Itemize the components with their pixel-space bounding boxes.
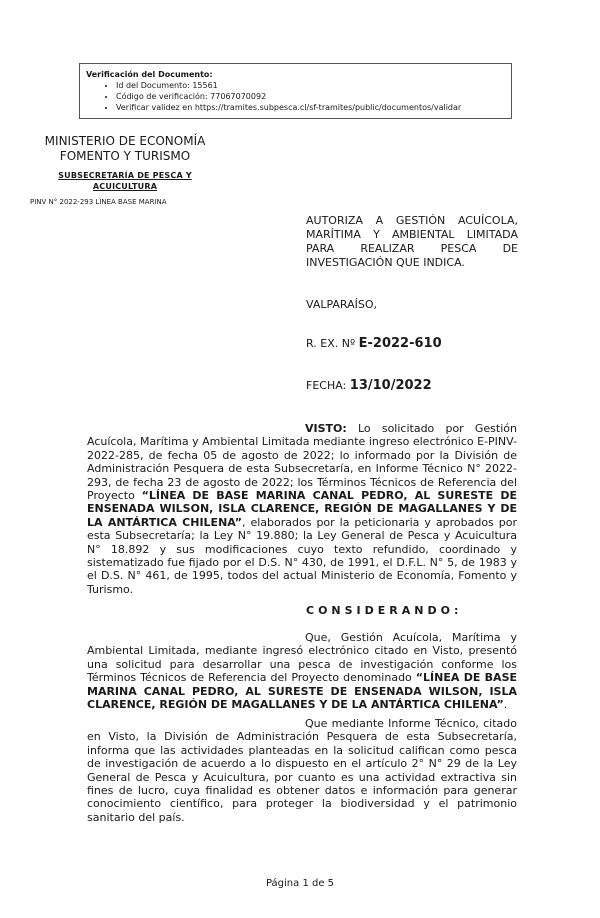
rex-label: R. EX. Nº (306, 337, 356, 350)
verification-list (86, 80, 511, 113)
verification-title: Verificación del Documento: (86, 70, 213, 79)
ministry-line-1: MINISTERIO DE ECONOMÍA (44, 134, 206, 148)
considerando-paragraph-1 (87, 631, 517, 711)
verification-url[interactable]: • Verificar validez en https://tramites.subpesca.cl/sf-tramites/public/documentos/validar (116, 102, 511, 113)
ministry-line-2: FOMENTO Y TURISMO (59, 149, 191, 163)
subsecretaria-heading: SUBSECRETARÍA DE PESCA Y ACUICULTURA (58, 171, 192, 191)
considerando-paragraph-2: Que mediante Informe Técnico, citado en Visto, la División de Administración Pesquera de esta Subsecretaría, informa que las actividades planteadas en la solicitud califican como pesca de investigación de acuerdo a lo dispuesto en el artículo 2° N° 29 de la Ley General de Pesca y Acuicultura, por cuanto es una actividad extractiva sin fines de lucro, cuya finalidad es obtener datos e información para generar conocimiento científico, para proteger la biodiversidad y el patrimonio sanitario del país. (87, 717, 517, 824)
verification-code: • Código de verificación: 77067070092 (116, 91, 511, 102)
resolution-date (306, 378, 432, 393)
visto-paragraph (87, 422, 517, 596)
visto-project-name: “LÍNEA DE BASE MARINA CANAL PEDRO, AL SURESTE DE ENSENADA WILSON, ISLA CLARENCE, REGIÓN DE MAGALLANES Y DE LA ANTÁRTICA CHILENA” (87, 489, 517, 529)
considerando-1-end: . (503, 698, 508, 712)
considerando-heading: CONSIDERANDO: (306, 604, 463, 617)
considerando-1-project-name: “LÍNEA DE BASE MARINA CANAL PEDRO, AL SURESTE DE ENSENADA WILSON, ISLA CLARENCE, REGIÓN DE MAGALLANES Y DE LA ANTÁRTICA CHILENA” (87, 671, 518, 712)
date-value: 13/10/2022 (349, 378, 432, 393)
resolution-number (306, 336, 442, 351)
pinv-reference: PINV N° 2022-293 LÍNEA BASE MARINA (30, 198, 167, 206)
resolution-place: VALPARAÍSO, (306, 298, 378, 311)
verification-document-id: • Id del Documento: 15561 (116, 80, 511, 91)
ministry-heading (30, 134, 220, 164)
visto-text-1: Lo solicitado por Gestión Acuícola, Marítima y Ambiental Limitada mediante ingreso electrónico E-PINV-2022-285, de fecha 05 de agosto de 2022; lo informado por la División de Administración Pesquera de esta Subsecretaría, en Informe Técnico N° 2022-293, de fecha 23 de agosto de 2022; los Términos Técnicos de Referencia del Proyecto (87, 422, 517, 503)
visto-label: VISTO: (305, 422, 347, 435)
considerando-1-text: Que, Gestión Acuícola, Marítima y Ambiental Limitada, mediante ingresó electrónico citado en Visto, presentó una solicitud para desarrollar una pesca de investigación conforme los Términos Técnicos de Referencia del Proyecto denominado (87, 631, 517, 685)
rex-value: E-2022-610 (358, 336, 442, 351)
page-number: Página 1 de 5 (265, 878, 335, 889)
visto-text-2: , elaborados por la peticionaria y aprobados por esta Subsecretaría; la Ley N° 19.880; la Ley General de Pesca y Acuicultura N° 18.892 y sus modificaciones cuyo texto refundido, coordinado y sistematizado fue fijado por el D.S. N° 430, de 1991, el D.F.L. N° 5, de 1983 y el D.S. N° 461, de 1995, todos del actual Ministerio de Economía, Fomento y Turismo. (87, 515, 517, 596)
resolution-summary: AUTORIZA A GESTIÓN ACUÍCOLA, MARÍTIMA Y AMBIENTAL LIMITADA PARA REALIZAR PESCA DE INVESTIGACIÓN QUE INDICA. (306, 214, 518, 269)
verification-box (79, 63, 512, 119)
date-label: FECHA: (306, 379, 347, 392)
